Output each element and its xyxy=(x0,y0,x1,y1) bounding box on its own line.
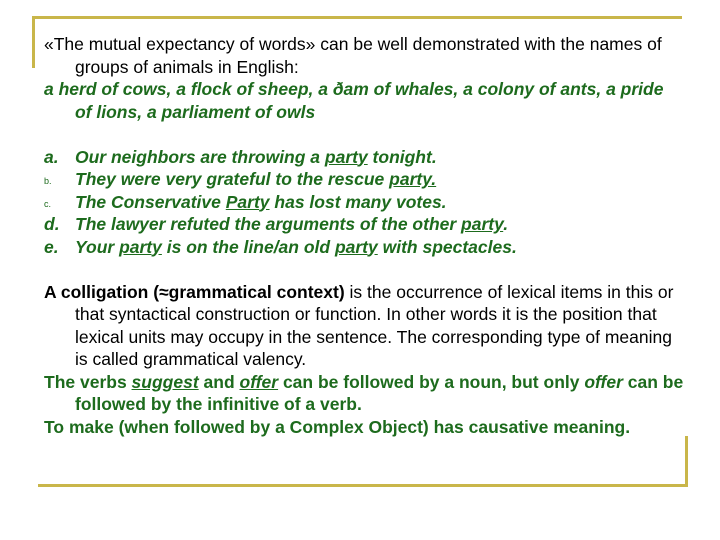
example-text: The Conservative xyxy=(75,191,226,212)
verbs-text: and xyxy=(198,371,240,392)
example-text: has lost many votes. xyxy=(269,191,447,212)
party-word: Party xyxy=(225,191,270,212)
intro-text: «The mutual expectancy of words» can be well demonstrated with the names of groups of animals in English: xyxy=(44,34,662,77)
party-word: party. xyxy=(389,169,437,189)
party-word: party xyxy=(461,214,504,234)
frame-line-left xyxy=(32,16,35,68)
verbs-text: can be followed by a noun, but only xyxy=(278,371,585,392)
example-text: The lawyer refuted the arguments of the other xyxy=(75,214,462,234)
colligation-term: A colligation (≈grammatical context) xyxy=(44,281,345,302)
intro-paragraph xyxy=(44,33,684,78)
spacer xyxy=(44,123,684,146)
spacer xyxy=(44,258,684,281)
example-e xyxy=(44,236,684,259)
frame-line-right xyxy=(685,436,688,487)
groups-example: a herd of cows, a flock of sheep, a ðam of whales, a colony of ants, a pride of lions, a parliament of owls xyxy=(44,79,664,122)
suggest-word: suggest xyxy=(131,371,199,392)
frame-line-top xyxy=(32,16,682,19)
colligation-paragraph xyxy=(44,281,684,371)
example-marker: b. xyxy=(44,176,52,186)
offer-word: offer xyxy=(239,371,279,392)
frame-line-bottom xyxy=(38,484,688,487)
to-make-paragraph: To make (when followed by a Complex Object) has causative meaning. xyxy=(44,416,631,437)
party-word: party xyxy=(324,146,368,167)
verbs-paragraph xyxy=(44,371,684,416)
example-text: . xyxy=(503,214,509,234)
slide-content xyxy=(44,33,684,438)
example-marker: c. xyxy=(44,198,52,209)
example-text: Our neighbors are throwing a xyxy=(75,146,325,167)
example-a xyxy=(44,146,684,169)
example-text: is on the line/an old xyxy=(161,236,335,257)
example-text: Your xyxy=(75,236,120,257)
example-c xyxy=(44,191,684,214)
example-text: They were very grateful to the rescue xyxy=(75,169,390,189)
example-text: tonight. xyxy=(367,146,437,167)
example-marker: e. xyxy=(44,236,59,257)
example-b xyxy=(44,168,684,191)
party-word: party xyxy=(119,236,162,257)
colligation-definition: is the occurrence of lexical items in this or that syntactical construction or function. In other words it is the position that lexical units may occupy in the sentence. The corresponding type of meaning is called grammatical valency. xyxy=(75,281,674,369)
example-d xyxy=(44,213,684,236)
example-marker: d. xyxy=(44,214,60,234)
example-text: with spectacles. xyxy=(377,236,517,257)
verbs-text: can be followed by the infinitive of a verb. xyxy=(75,371,684,414)
example-marker: a. xyxy=(44,146,59,167)
verbs-text: The verbs xyxy=(44,371,132,392)
offer-word: offer xyxy=(584,371,623,392)
party-word: party xyxy=(334,236,378,257)
